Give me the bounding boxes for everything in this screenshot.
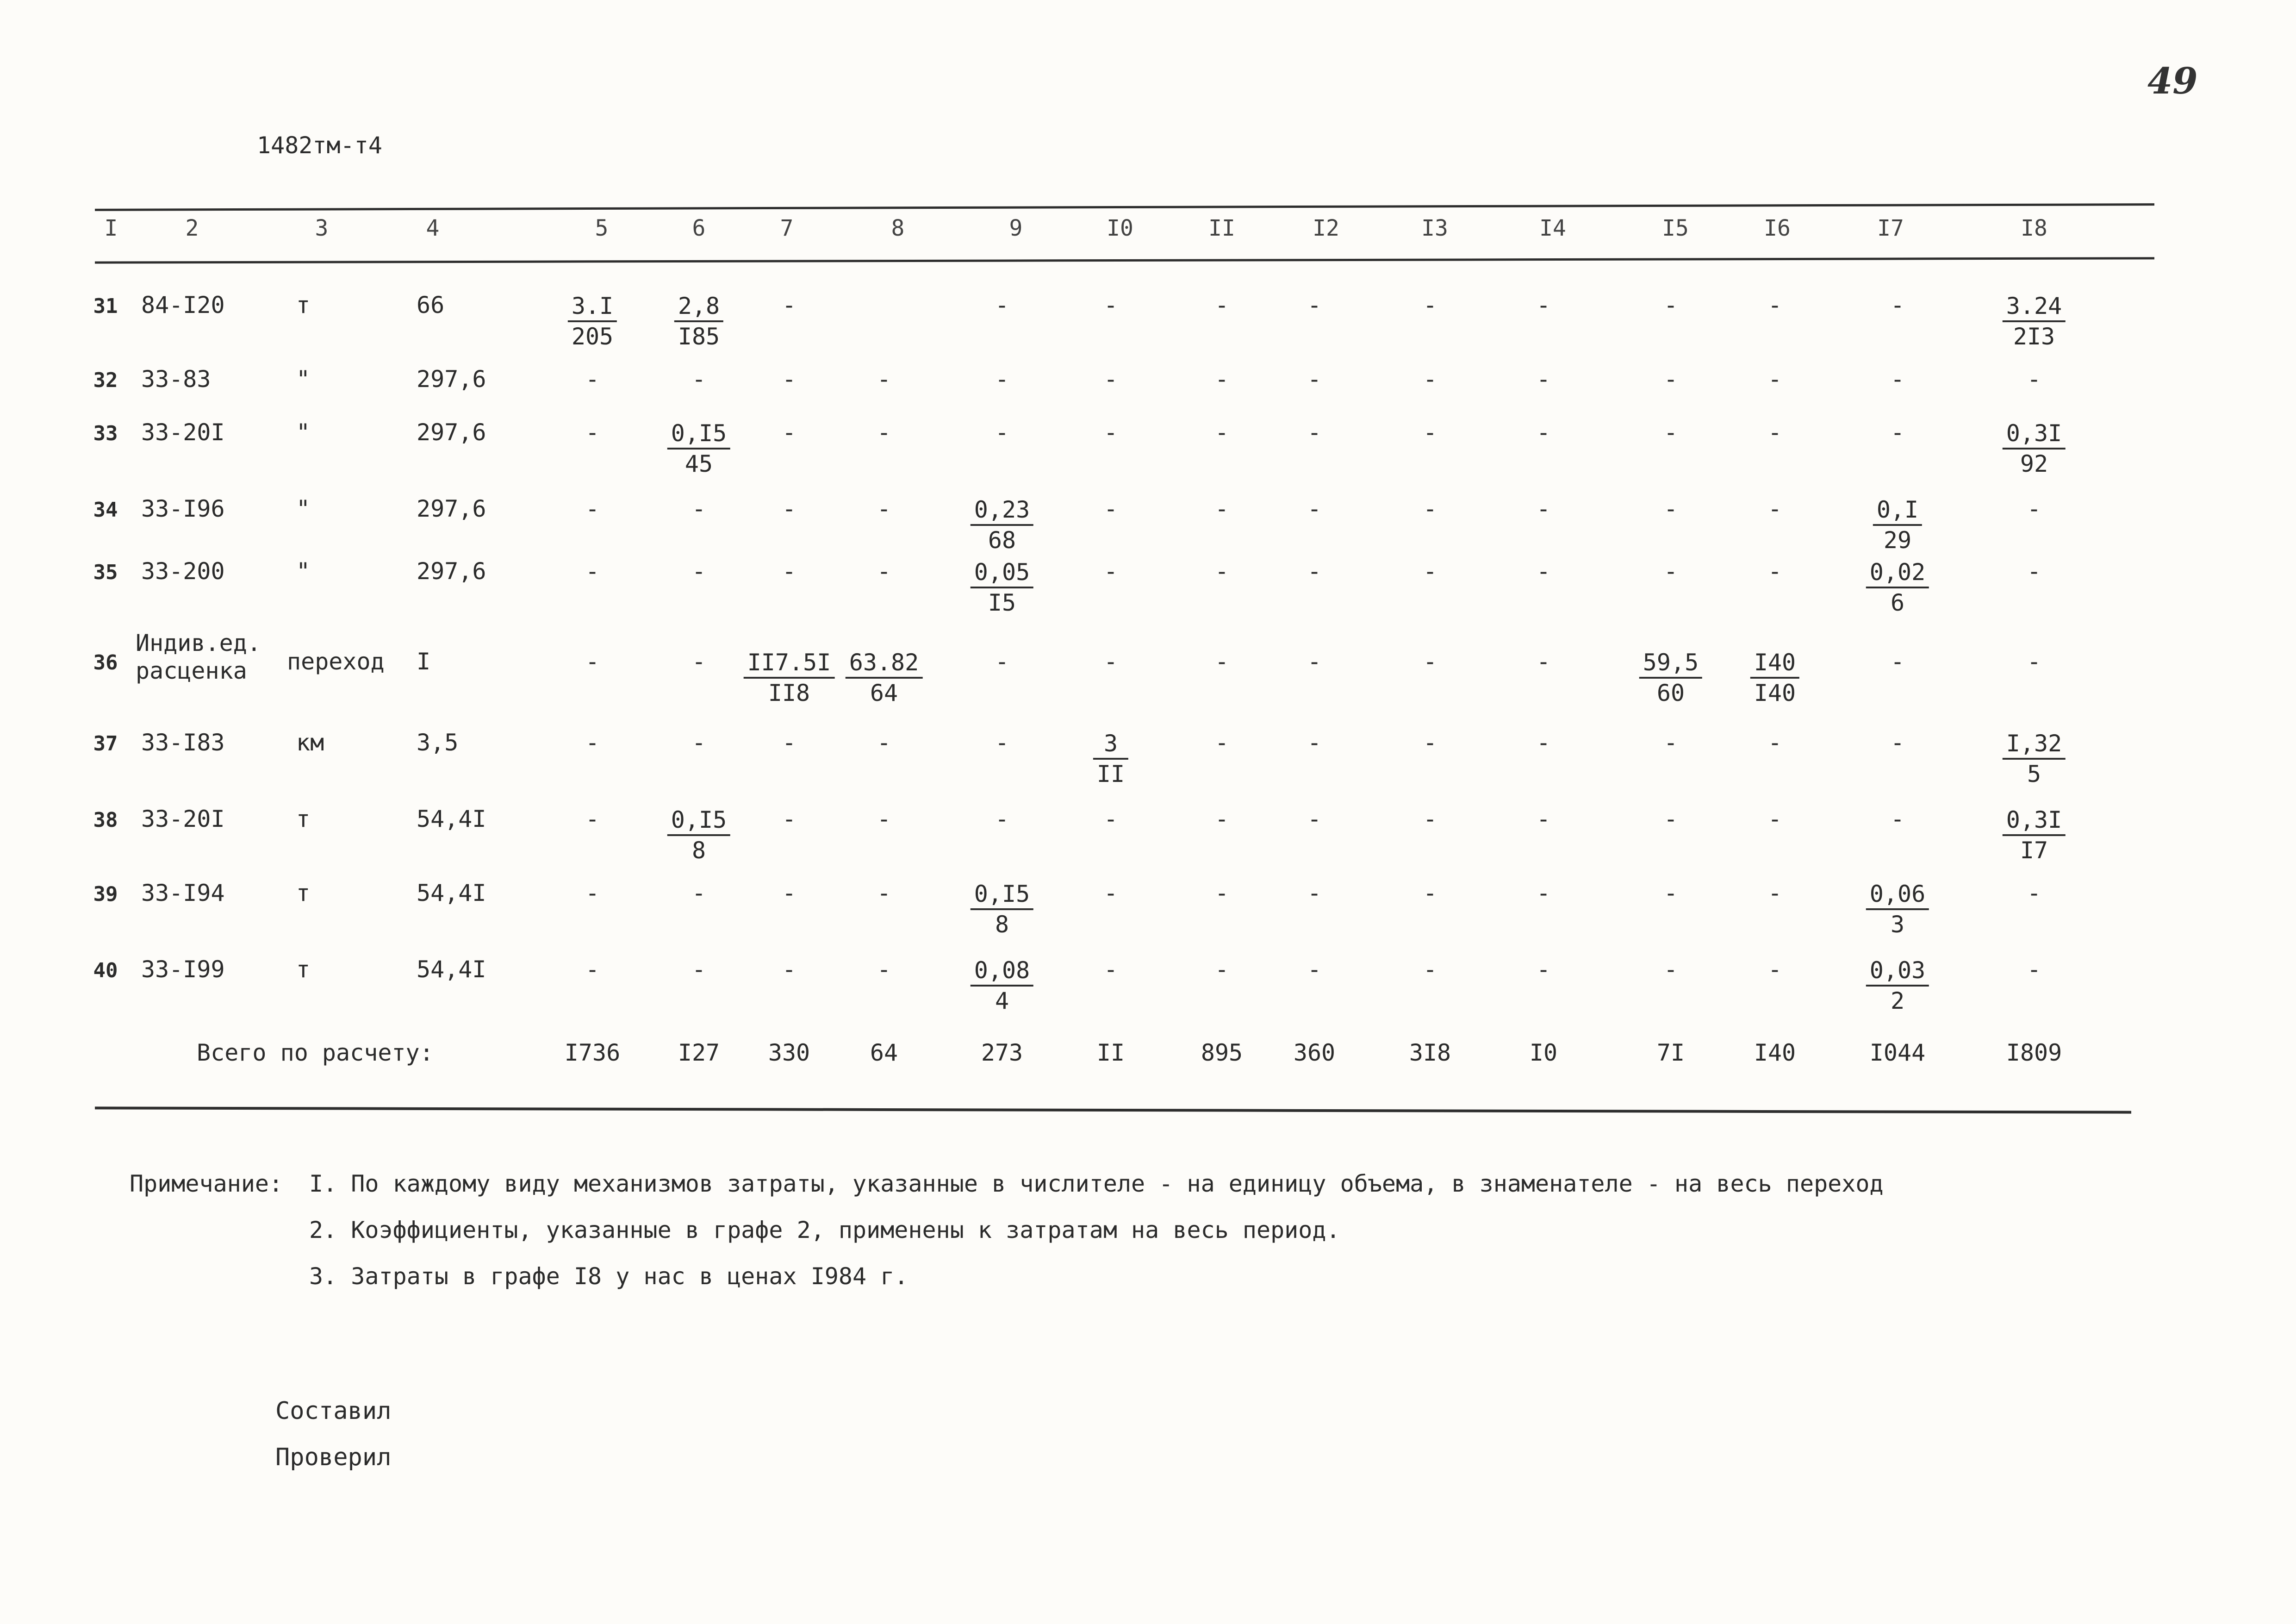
denominator: I85 [678, 323, 720, 350]
dash-cell: - [995, 292, 1009, 319]
dash-cell: - [1663, 806, 1678, 832]
dash-cell: - [1663, 729, 1678, 756]
dash-cell: - [1663, 956, 1678, 983]
denominator: 5 [2027, 761, 2041, 787]
row-unit: " [296, 495, 311, 522]
fraction-cell [971, 880, 1033, 939]
denominator: 8 [995, 911, 1009, 938]
fraction-cell [971, 956, 1033, 1015]
dash-cell: - [691, 956, 706, 983]
numerator: 3 [1093, 729, 1128, 760]
row-unit: т [296, 956, 311, 983]
total-c10: II [1096, 1039, 1125, 1066]
dash-cell: - [1767, 419, 1782, 446]
fraction-cell [971, 558, 1033, 617]
dash-cell: - [1536, 419, 1551, 446]
denominator: II [1096, 761, 1125, 787]
column-header-10: I0 [1107, 215, 1133, 241]
dash-cell: - [877, 729, 891, 756]
top-rule [95, 203, 2154, 211]
total-c7: 330 [768, 1039, 810, 1066]
row-quantity: 54,4I [417, 806, 486, 832]
dash-cell: - [2027, 648, 2041, 675]
dash-cell: - [782, 880, 796, 906]
row-number: 40 [93, 959, 118, 982]
row-unit: " [296, 419, 311, 446]
dash-cell: - [1423, 366, 1437, 393]
numerator: 0,06 [1866, 880, 1929, 910]
numerator: 3.I [568, 292, 617, 322]
dash-cell: - [1767, 292, 1782, 319]
dash-cell: - [1307, 495, 1322, 522]
dash-cell: - [1307, 648, 1322, 675]
dash-cell: - [1536, 366, 1551, 393]
fraction-cell [2003, 806, 2066, 865]
dash-cell: - [1536, 495, 1551, 522]
row-code: 33-I99 [141, 956, 225, 983]
row-number: 38 [93, 808, 118, 832]
total-c8: 64 [870, 1039, 898, 1066]
dash-cell: - [691, 729, 706, 756]
row-code: 84-I20 [141, 292, 225, 319]
dash-cell: - [995, 806, 1009, 832]
dash-cell: - [585, 419, 600, 446]
dash-cell: - [782, 558, 796, 585]
fraction-cell [1866, 956, 1929, 1015]
row-quantity: 54,4I [417, 956, 486, 983]
row-quantity: 3,5 [417, 729, 459, 756]
dash-cell: - [1663, 292, 1678, 319]
fraction-cell [674, 292, 723, 351]
dash-cell: - [691, 648, 706, 675]
numerator: 0,I5 [667, 806, 730, 836]
dash-cell: - [1103, 366, 1118, 393]
dash-cell: - [691, 880, 706, 906]
dash-cell: - [1423, 956, 1437, 983]
total-c16: I40 [1754, 1039, 1796, 1066]
total-c17: I044 [1869, 1039, 1926, 1066]
dash-cell: - [1103, 956, 1118, 983]
numerator: 0,I [1873, 495, 1922, 526]
dash-cell: - [2027, 880, 2041, 906]
denominator: 2I3 [2013, 323, 2055, 350]
dash-cell: - [1423, 292, 1437, 319]
dash-cell: - [1307, 729, 1322, 756]
dash-cell: - [1536, 292, 1551, 319]
fraction-cell [744, 648, 835, 707]
denominator: I40 [1754, 680, 1796, 706]
total-c14: I0 [1529, 1039, 1558, 1066]
dash-cell: - [877, 366, 891, 393]
column-header-5: 5 [595, 215, 609, 241]
dash-cell: - [782, 419, 796, 446]
dash-cell: - [782, 495, 796, 522]
dash-cell: - [1663, 880, 1678, 906]
row-quantity: 297,6 [417, 419, 486, 446]
denominator: 2 [1890, 987, 1905, 1014]
row-number: 32 [93, 369, 118, 392]
dash-cell: - [1767, 729, 1782, 756]
column-header-1: I [104, 215, 118, 241]
row-code-line-1: Индив.ед. [136, 630, 261, 656]
dash-cell: - [1307, 956, 1322, 983]
numerator: 0,I5 [667, 419, 730, 450]
row-unit: т [296, 880, 311, 906]
fraction-cell [2003, 729, 2066, 788]
row-number: 39 [93, 882, 118, 906]
numerator: 3.24 [2003, 292, 2066, 322]
dash-cell: - [877, 495, 891, 522]
dash-cell: - [1214, 419, 1229, 446]
denominator: 4 [995, 987, 1009, 1014]
column-header-7: 7 [780, 215, 794, 241]
numerator: 0,3I [2003, 419, 2066, 450]
dash-cell: - [782, 806, 796, 832]
dash-cell: - [995, 419, 1009, 446]
row-unit: т [296, 806, 311, 832]
dash-cell: - [1307, 558, 1322, 585]
dash-cell: - [1767, 495, 1782, 522]
row-code: 33-83 [141, 366, 211, 393]
row-number: 33 [93, 422, 118, 445]
column-header-2: 2 [185, 215, 199, 241]
fraction-cell [667, 806, 730, 865]
fraction-cell [1873, 495, 1922, 555]
denominator: I7 [2020, 837, 2048, 864]
dash-cell: - [585, 956, 600, 983]
column-header-3: 3 [315, 215, 329, 241]
column-header-18: I8 [2021, 215, 2047, 241]
dash-cell: - [1214, 648, 1229, 675]
dash-cell: - [1536, 648, 1551, 675]
dash-cell: - [1767, 806, 1782, 832]
dash-cell: - [1214, 729, 1229, 756]
dash-cell: - [995, 366, 1009, 393]
dash-cell: - [1423, 648, 1437, 675]
row-code: 33-20I [141, 806, 225, 832]
fraction-cell [1866, 558, 1929, 617]
dash-cell: - [877, 880, 891, 906]
denominator: 8 [691, 837, 706, 864]
row-quantity: 297,6 [417, 366, 486, 393]
dash-cell: - [1103, 648, 1118, 675]
row-quantity: 297,6 [417, 558, 486, 585]
dash-cell: - [1103, 558, 1118, 585]
page-number: 49 [2147, 60, 2198, 102]
dash-cell: - [585, 495, 600, 522]
dash-cell: - [1307, 292, 1322, 319]
dash-cell: - [1423, 729, 1437, 756]
notes-label: Примечание: [130, 1170, 283, 1197]
numerator: 2,8 [674, 292, 723, 322]
dash-cell: - [691, 366, 706, 393]
denominator: 68 [988, 527, 1016, 554]
dash-cell: - [1307, 806, 1322, 832]
dash-cell: - [691, 495, 706, 522]
numerator: 59,5 [1639, 648, 1702, 679]
numerator: 0,02 [1866, 558, 1929, 588]
dash-cell: - [1536, 729, 1551, 756]
dash-cell: - [1214, 956, 1229, 983]
denominator: 64 [870, 680, 898, 706]
fraction-cell [846, 648, 923, 707]
row-unit: " [296, 558, 311, 585]
dash-cell: - [1890, 806, 1905, 832]
checked-by-label: Проверил [275, 1443, 392, 1471]
column-header-13: I3 [1421, 215, 1448, 241]
row-code-line-2: расценка [136, 657, 247, 684]
row-code: 33-20I [141, 419, 225, 446]
dash-cell: - [2027, 956, 2041, 983]
dash-cell: - [1767, 880, 1782, 906]
dash-cell: - [1307, 419, 1322, 446]
dash-cell: - [782, 956, 796, 983]
row-number: 36 [93, 651, 118, 675]
column-header-11: II [1208, 215, 1235, 241]
column-header-12: I2 [1313, 215, 1339, 241]
column-header-4: 4 [426, 215, 440, 241]
dash-cell: - [585, 366, 600, 393]
dash-cell: - [1214, 806, 1229, 832]
row-quantity: 297,6 [417, 495, 486, 522]
fraction-cell [667, 419, 730, 478]
dash-cell: - [1890, 419, 1905, 446]
row-code: 33-I83 [141, 729, 225, 756]
dash-cell: - [2027, 558, 2041, 585]
numerator: 63.82 [846, 648, 923, 679]
dash-cell: - [1103, 806, 1118, 832]
fraction-cell [971, 495, 1033, 555]
row-unit: км [296, 729, 324, 756]
dash-cell: - [1890, 366, 1905, 393]
column-header-8: 8 [891, 215, 905, 241]
dash-cell: - [782, 729, 796, 756]
row-unit: " [296, 366, 311, 393]
row-number: 37 [93, 732, 118, 756]
dash-cell: - [1103, 880, 1118, 906]
dash-cell: - [1423, 558, 1437, 585]
total-c11: 895 [1201, 1039, 1243, 1066]
denominator: 60 [1656, 680, 1685, 706]
row-code: 33-I96 [141, 495, 225, 522]
total-c13: 3I8 [1409, 1039, 1451, 1066]
dash-cell: - [995, 729, 1009, 756]
dash-cell: - [585, 648, 600, 675]
dash-cell: - [1103, 292, 1118, 319]
row-number: 35 [93, 561, 118, 584]
dash-cell: - [1767, 956, 1782, 983]
dash-cell: - [1307, 880, 1322, 906]
dash-cell: - [691, 558, 706, 585]
dash-cell: - [1307, 366, 1322, 393]
row-code: 33-I94 [141, 880, 225, 906]
total-c15: 7I [1656, 1039, 1685, 1066]
column-header-16: I6 [1764, 215, 1791, 241]
dash-cell: - [585, 806, 600, 832]
dash-cell: - [1214, 366, 1229, 393]
note-item-3: 3. Затраты в графе I8 у нас в ценах I984 г. [309, 1263, 908, 1290]
denominator: 3 [1890, 911, 1905, 938]
dash-cell: - [782, 366, 796, 393]
fraction-cell [1750, 648, 1799, 707]
dash-cell: - [1214, 495, 1229, 522]
note-item-1: I. По каждому виду механизмов затраты, указанные в числителе - на единицу объема, в знаменателе - на весь переход [309, 1170, 1884, 1197]
dash-cell: - [1663, 366, 1678, 393]
denominator: 92 [2020, 450, 2048, 477]
row-quantity: 54,4I [417, 880, 486, 906]
header-bottom-rule [95, 257, 2154, 263]
compiled-by-label: Составил [275, 1397, 392, 1425]
dash-cell: - [1423, 806, 1437, 832]
dash-cell: - [1423, 419, 1437, 446]
dash-cell: - [2027, 495, 2041, 522]
dash-cell: - [1890, 292, 1905, 319]
fraction-cell [1866, 880, 1929, 939]
row-quantity: I [417, 648, 431, 675]
dash-cell: - [1767, 366, 1782, 393]
numerator: 0,3I [2003, 806, 2066, 836]
total-c18: I809 [2006, 1039, 2062, 1066]
dash-cell: - [877, 956, 891, 983]
total-c12: 360 [1293, 1039, 1336, 1066]
numerator: 0,03 [1866, 956, 1929, 987]
fraction-cell [568, 292, 617, 351]
dash-cell: - [1536, 956, 1551, 983]
dash-cell: - [1536, 806, 1551, 832]
dash-cell: - [877, 806, 891, 832]
dash-cell: - [1423, 495, 1437, 522]
numerator: I40 [1750, 648, 1799, 679]
denominator: 45 [684, 450, 713, 477]
fraction-cell [1639, 648, 1702, 707]
dash-cell: - [1663, 558, 1678, 585]
dash-cell: - [1103, 419, 1118, 446]
total-c6: I27 [678, 1039, 720, 1066]
fraction-cell [1093, 729, 1128, 788]
dash-cell: - [2027, 366, 2041, 393]
dash-cell: - [1423, 880, 1437, 906]
dash-cell: - [1536, 558, 1551, 585]
row-number: 34 [93, 498, 118, 522]
column-header-14: I4 [1539, 215, 1566, 241]
dash-cell: - [1663, 495, 1678, 522]
numerator: 0,05 [971, 558, 1033, 588]
row-number: 31 [93, 294, 118, 318]
numerator: II7.5I [744, 648, 835, 679]
dash-cell: - [877, 419, 891, 446]
dash-cell: - [877, 558, 891, 585]
dash-cell: - [1890, 648, 1905, 675]
numerator: 0,I5 [971, 880, 1033, 910]
dash-cell: - [1214, 558, 1229, 585]
dash-cell: - [782, 292, 796, 319]
dash-cell: - [585, 729, 600, 756]
column-header-6: 6 [692, 215, 706, 241]
dash-cell: - [1663, 419, 1678, 446]
dash-cell: - [585, 880, 600, 906]
note-item-2: 2. Коэффициенты, указанные в графе 2, применены к затратам на весь период. [309, 1217, 1340, 1243]
denominator: 205 [571, 323, 614, 350]
numerator: 0,08 [971, 956, 1033, 987]
dash-cell: - [1214, 880, 1229, 906]
numerator: 0,23 [971, 495, 1033, 526]
denominator: II8 [768, 680, 810, 706]
totals-label: Всего по расчету: [197, 1039, 434, 1066]
document-code: 1482тм-т4 [257, 132, 382, 159]
column-header-15: I5 [1662, 215, 1689, 241]
row-unit: т [296, 292, 311, 319]
dash-cell: - [1536, 880, 1551, 906]
row-quantity: 66 [417, 292, 445, 319]
denominator: 29 [1883, 527, 1912, 554]
dash-cell: - [585, 558, 600, 585]
column-header-17: I7 [1877, 215, 1904, 241]
bottom-rule [95, 1106, 2131, 1113]
dash-cell: - [1214, 292, 1229, 319]
dash-cell: - [1103, 495, 1118, 522]
row-unit: переход [287, 648, 385, 675]
total-c5: I736 [564, 1039, 621, 1066]
row-code: 33-200 [141, 558, 225, 585]
dash-cell: - [1767, 558, 1782, 585]
numerator: I,32 [2003, 729, 2066, 760]
dash-cell: - [995, 648, 1009, 675]
total-c9: 273 [981, 1039, 1023, 1066]
denominator: 6 [1890, 589, 1905, 616]
dash-cell: - [1890, 729, 1905, 756]
fraction-cell [2003, 292, 2066, 351]
fraction-cell [2003, 419, 2066, 478]
column-header-9: 9 [1009, 215, 1023, 241]
denominator: I5 [988, 589, 1016, 616]
